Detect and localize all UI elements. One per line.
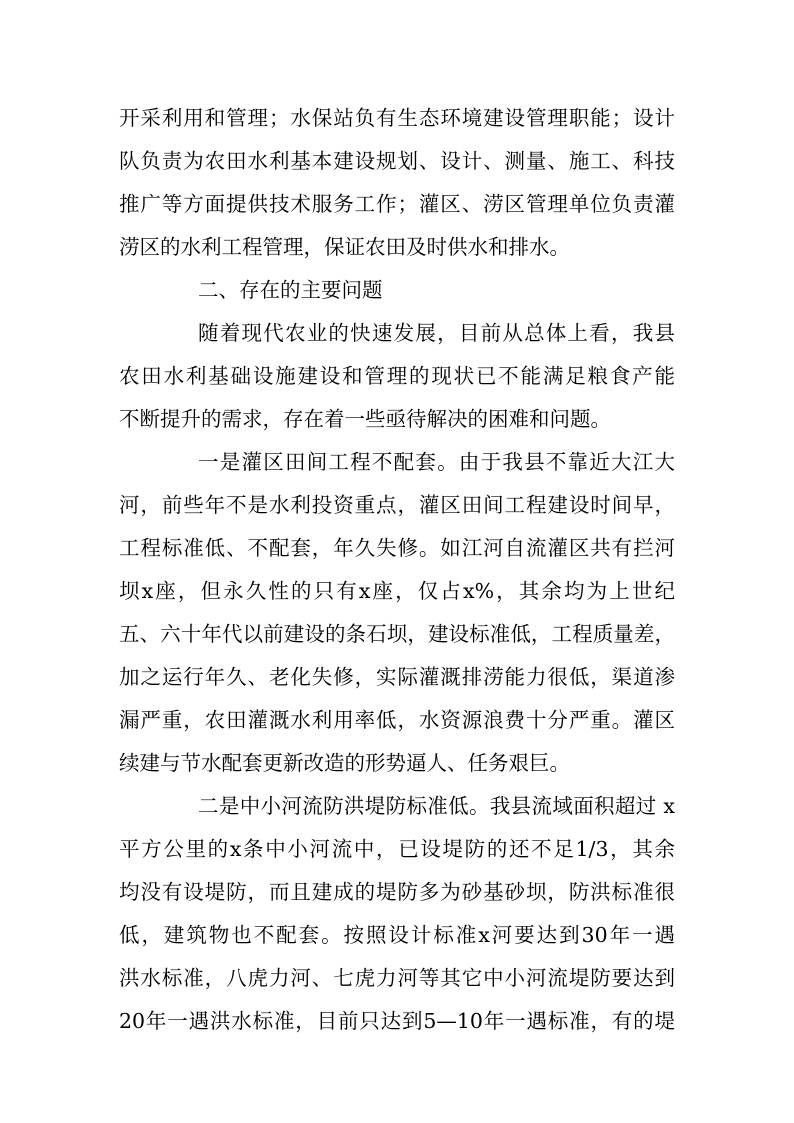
paragraph-line: 20年一遇洪水标准，目前只达到5—10年一遇标准，有的堤 [119,1009,675,1033]
paragraph-line: 工程标准低、不配套，年久失修。如江河自流灌区共有拦河 [119,536,675,560]
paragraph-line: 河，前些年不是水利投资重点，灌区田间工程建设时间早， [119,493,675,517]
paragraph-line: 涝区的水利工程管理，保证农田及时供水和排水。 [119,235,570,259]
paragraph-line: 洪水标准，八虎力河、七虎力河等其它中小河流堤防要达到 [119,966,675,990]
paragraph-line: 推广等方面提供技术服务工作；灌区、涝区管理单位负责灌 [119,192,675,216]
paragraph-line: 坝x座，但永久性的只有x座，仅占x%，其余均为上世纪 [119,579,675,603]
paragraph-line: 低，建筑物也不配套。按照设计标准x河要达到30年一遇 [119,923,675,947]
paragraph-line: 一是灌区田间工程不配套。由于我县不靠近大江大 [198,450,675,474]
paragraph-line: 随着现代农业的快速发展，目前从总体上看，我县 [198,321,675,345]
section-heading: 二、存在的主要问题 [198,278,383,302]
paragraph-line: 开采利用和管理；水保站负有生态环境建设管理职能；设计 [119,106,675,130]
paragraph-line: 均没有设堤防，而且建成的堤防多为砂基砂坝，防洪标准很 [119,880,675,904]
paragraph-line: 续建与节水配套更新改造的形势逼人、任务艰巨。 [119,751,570,775]
paragraph-line: 队负责为农田水利基本建设规划、设计、测量、施工、科技 [119,149,675,173]
paragraph-line: 加之运行年久、老化失修，实际灌溉排涝能力很低，渠道渗 [119,665,675,689]
paragraph-line: 漏严重，农田灌溉水利用率低，水资源浪费十分严重。灌区 [119,708,675,732]
paragraph-line: 二是中小河流防洪堤防标准低。我县流域面积超过 x [198,794,675,818]
paragraph-line: 不断提升的需求，存在着一些亟待解决的困难和问题。 [119,407,611,431]
paragraph-line: 农田水利基础设施建设和管理的现状已不能满足粮食产能 [119,364,675,388]
paragraph-line: 平方公里的x条中小河流中，已设堤防的还不足1/3，其余 [119,837,675,861]
paragraph-line: 五、六十年代以前建设的条石坝，建设标准低，工程质量差， [119,622,675,646]
